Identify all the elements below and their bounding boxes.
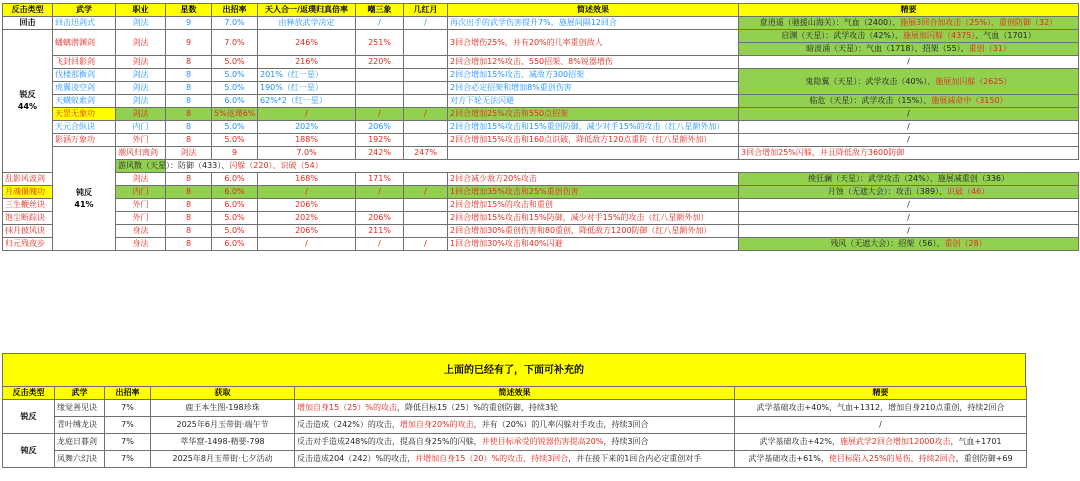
essence-cell (739, 238, 1079, 251)
table-row (3, 108, 1079, 121)
skill-name: 伐楼那衡剑 (53, 69, 116, 82)
star-cell: 8 (166, 95, 212, 108)
table-row (3, 212, 1079, 225)
skill-name: 虎翼凌空剑 (53, 82, 116, 95)
category-percent: 44% (17, 102, 38, 111)
text-segment: ，持续3回合 (603, 437, 649, 446)
sanxiang-cell: 192% (356, 134, 404, 147)
job-cell: 内门 (116, 186, 166, 199)
job-cell: 身法 (116, 238, 166, 251)
description-cell: 2回合增加15%攻击和15%防御，减少对手15%的攻击（红八星额外加） (448, 212, 739, 225)
header-cell: 简述效果 (448, 4, 739, 17)
text-segment: / (907, 226, 910, 235)
description-cell (295, 451, 735, 468)
text-segment: / (907, 109, 910, 118)
rate-cell: 7.0% (212, 17, 258, 30)
text-segment: / (907, 122, 910, 131)
job-cell: 外门 (116, 134, 166, 147)
star-cell: 9 (212, 147, 258, 160)
multiplier-cell: 168% (258, 173, 356, 186)
table-row (3, 238, 1079, 251)
skill-name: 青叶缚龙诀 (55, 417, 105, 434)
text-segment: 施展武学2回合增加12000攻击 (839, 437, 951, 446)
essence-cell (739, 30, 1079, 43)
text-segment: 启渊（天星）：武学攻击（42%）、 (781, 31, 904, 40)
rate-cell: 6.0% (212, 173, 258, 186)
star-cell: 8 (166, 56, 212, 69)
table-row (3, 434, 1027, 451)
essence-cell (739, 134, 1079, 147)
essence-cell (735, 400, 1027, 417)
essence-cell (739, 69, 1079, 95)
category-percent: 41% (74, 199, 94, 209)
skill-name: 凤舞六幻诀 (55, 451, 105, 468)
header-cell: 出招率 (105, 387, 151, 400)
essence-cell (739, 225, 1079, 238)
job-cell: 剑法 (116, 69, 166, 82)
description-cell: 3回合增伤25%，并有20%的几率重创敌人 (448, 30, 739, 56)
hongyue-cell (404, 82, 448, 95)
table-row (3, 173, 1079, 186)
table-row (3, 160, 1079, 173)
source-cell: 萃华窟-1498-精要-798 (151, 434, 295, 451)
sanxiang-cell: / (356, 108, 404, 121)
hongyue-cell (448, 147, 739, 160)
header-cell: 反击类型 (3, 4, 53, 17)
essence-cell (739, 95, 1079, 108)
table-row (3, 95, 1079, 108)
job-cell: 剑法 (116, 173, 166, 186)
skills-table (2, 3, 1079, 251)
category-cell (53, 147, 116, 251)
table-row (3, 56, 1079, 69)
text-segment: 武学基础攻击+42%， (759, 437, 840, 446)
star-cell: 8 (166, 108, 212, 121)
description-cell: 2回合增加30%重创伤害和80重创，降低敌方1200防御（红八星额外加） (448, 225, 739, 238)
description-cell: 1回合增加35%攻击和25%重创伤害 (448, 186, 739, 199)
text-segment: 意逍遥（驰援山海关）：气血（2400）、 (759, 18, 901, 27)
hongyue-cell (404, 56, 448, 69)
text-segment: 增加自身15（25）%的攻击 (297, 403, 397, 412)
sanxiang-cell: 171% (356, 173, 404, 186)
table-row (3, 451, 1027, 468)
sanxiang-cell (356, 199, 404, 212)
star-cell: 8 (166, 134, 212, 147)
table-row (3, 30, 1079, 43)
skill-name: 天蟥蚁索剑 (53, 95, 116, 108)
sanxiang-cell: 206% (356, 212, 404, 225)
table-row (3, 400, 1027, 417)
text-segment: 增加自身20%的攻击 (399, 420, 474, 429)
star-cell: 8 (166, 186, 212, 199)
header-cell: 职业 (116, 4, 166, 17)
star-cell: 8 (166, 238, 212, 251)
description-cell: 2回合增加15%攻击和160点识破，降低敌方120点重防（红八星额外加） (448, 134, 739, 147)
rate-cell: 5.0% (212, 121, 258, 134)
text-segment: ，降低目标15（25）%的重创防御，持续3轮 (396, 403, 559, 412)
multiplier-cell: / (258, 186, 356, 199)
description-cell: 2回合必定招架和增加8%重创伤害 (448, 82, 739, 95)
supplement-table-body (3, 400, 1027, 468)
star-cell: 8 (166, 121, 212, 134)
header-cell: 获取 (151, 387, 295, 400)
multiplier-cell: 202% (258, 212, 356, 225)
rate-cell: 5%返璞6% (212, 108, 258, 121)
text-segment: / (907, 135, 910, 144)
skill-name: 三生鞭丝诀 (3, 199, 53, 212)
text-segment: 反击造成（242%）的攻击， (297, 420, 400, 429)
essence-cell (116, 160, 323, 173)
skill-name: 天元合纵诀 (53, 121, 116, 134)
multiplier-cell: 202% (258, 121, 356, 134)
sanxiang-cell: 211% (356, 225, 404, 238)
star-cell: 8 (166, 82, 212, 95)
essence-cell (739, 199, 1079, 212)
multiplier-cell: 190%（红一星） (258, 82, 356, 95)
description-cell: 2回合减少敌方20%攻击 (448, 173, 739, 186)
category-label: 钝反 (76, 187, 92, 197)
hongyue-cell (404, 225, 448, 238)
text-segment: 残风（无遮大会）：招架（56）、 (830, 239, 945, 248)
text-segment: ，并有（20%）的几率闪躲对手攻击，持续3回合 (473, 420, 649, 429)
table-header-row (3, 4, 1079, 17)
hongyue-cell: / (404, 17, 448, 30)
description-cell: 2回合增加12%攻击、550招架、8%锐器增伤 (448, 56, 739, 69)
category-label: 锐反 (19, 90, 36, 99)
multiplier-cell: 246% (258, 30, 356, 56)
job-cell: 剑法 (116, 56, 166, 69)
hongyue-cell (404, 199, 448, 212)
multiplier-cell: 216% (258, 56, 356, 69)
table-row (3, 121, 1079, 134)
text-segment: ，重创防御+69 (955, 454, 1013, 463)
text-segment: 挽狂澜（天星）：武学攻击（24%）、施展减重创（336） (807, 174, 1010, 183)
text-segment: 反击造成204（242）%的攻击， (297, 454, 416, 463)
essence-cell (735, 434, 1027, 451)
rate-cell: 7% (105, 451, 151, 468)
text-segment: / (907, 200, 910, 209)
hongyue-cell (404, 95, 448, 108)
rate-cell: 5.0% (212, 82, 258, 95)
job-cell: 剑法 (116, 95, 166, 108)
sanxiang-cell: 247% (404, 147, 448, 160)
category-cell: 锐反 (3, 400, 55, 434)
rate-cell: 7.0% (258, 147, 356, 160)
text-segment: 反击对手造成248%的攻击，提高自身25%的闪躲， (297, 437, 482, 446)
star-cell: 8 (166, 173, 212, 186)
rate-cell: 5.0% (212, 56, 258, 69)
skill-name: 归元残夜步 (3, 238, 53, 251)
job-cell: 内门 (116, 121, 166, 134)
table-row (3, 417, 1027, 434)
table-row (3, 134, 1079, 147)
essence-cell (739, 56, 1079, 69)
skill-name: 潮风归离剑 (116, 147, 166, 160)
description-cell: 3回合增加25%闪躲，并且降低敌方3600防御 (739, 147, 1079, 160)
rate-cell: 5.0% (212, 225, 258, 238)
star-cell: 8 (166, 212, 212, 225)
multiplier-cell: 188% (258, 134, 356, 147)
sanxiang-cell (356, 95, 404, 108)
sanxiang-cell (356, 69, 404, 82)
multiplier-cell: 62%*2（红一星） (258, 95, 356, 108)
text-segment: 施展3回合加攻击（25%）、重创防御（32） (900, 18, 1058, 27)
essence-cell (739, 173, 1079, 186)
source-cell: 2025年6月玉带街·端午节 (151, 417, 295, 434)
table-row (3, 147, 1079, 160)
hongyue-cell: / (404, 186, 448, 199)
skill-name: 影涵万象功 (53, 134, 116, 147)
hongyue-cell (404, 121, 448, 134)
multiplier-cell: 206% (258, 225, 356, 238)
text-segment: 暗波涌（天星）：气血（1718）、招架（55）、 (806, 44, 969, 53)
description-cell: 2回合增加25%攻击和550点招架 (448, 108, 739, 121)
star-cell: 9 (166, 17, 212, 30)
essence-cell (739, 212, 1079, 225)
table-row (3, 69, 1079, 82)
text-segment: 游风散（天星）：防御（433）、 (118, 161, 230, 170)
essence-cell (739, 17, 1079, 30)
table-header-row (3, 387, 1027, 400)
description-cell: 2回合增加15%的攻击和重创 (448, 199, 739, 212)
job-cell: 剑法 (166, 147, 212, 160)
rate-cell: 5.0% (212, 134, 258, 147)
table-row (3, 186, 1079, 199)
description-cell (295, 434, 735, 451)
header-cell: 出招率 (212, 4, 258, 17)
text-segment: 重创（28） (944, 239, 987, 248)
header-cell: 天人合一/返璞归真倍率 (258, 4, 356, 17)
rate-cell: 5.0% (212, 212, 258, 225)
multiplier-cell: 201%（红一星） (258, 69, 356, 82)
text-segment: 施展减命中（3150） (931, 96, 1008, 105)
sanxiang-cell: 251% (356, 30, 404, 56)
header-cell: 几红月 (404, 4, 448, 17)
rate-cell: 7% (105, 417, 151, 434)
essence-cell (739, 108, 1079, 121)
header-cell: 星数 (166, 4, 212, 17)
rate-cell: 7% (105, 434, 151, 451)
rate-cell: 6.0% (212, 186, 258, 199)
description-cell: 2回合增加15%攻击、减敌方300招架 (448, 69, 739, 82)
text-segment: 武学基础攻击+40%，气血+1312，增加自身210点重创，持续2回合 (756, 403, 1005, 412)
sanxiang-cell: 220% (356, 56, 404, 69)
multiplier-cell: 由释放武学决定 (258, 17, 356, 30)
table-row (3, 199, 1079, 212)
essence-cell (739, 121, 1079, 134)
text-segment: 并使目标承受的锐器伤害提高20% (481, 437, 604, 446)
sanxiang-cell: / (356, 186, 404, 199)
skills-table-body (3, 17, 1079, 251)
header-cell: 精要 (735, 387, 1027, 400)
description-cell: 对方下轮无法闪避 (448, 95, 739, 108)
skill-name: 抹月披风诀 (3, 225, 53, 238)
job-cell: 外门 (116, 212, 166, 225)
skill-name: 飞封回影剑 (53, 56, 116, 69)
job-cell: 剑法 (116, 108, 166, 121)
rate-cell: 7% (105, 400, 151, 417)
text-segment: 、气血（1701） (975, 31, 1036, 40)
job-cell: 身法 (116, 225, 166, 238)
text-segment: 鬼隐翼（天星）：武学攻击（40%）、 (805, 76, 936, 86)
rate-cell: 7.0% (212, 30, 258, 56)
header-cell: 简述效果 (295, 387, 735, 400)
sanxiang-cell (356, 82, 404, 95)
rate-cell: 6.0% (212, 199, 258, 212)
text-segment: 闪躲（220）、识破（54） (229, 161, 323, 170)
job-cell: 剑法 (116, 82, 166, 95)
text-segment: 临危（天星）：武学攻击（15%）、 (809, 96, 932, 105)
text-segment: 月蚀（无遮大会）：攻击（389）、 (827, 187, 948, 196)
text-segment: 使目标陷入25%的易伤，持续2回合 (828, 454, 956, 463)
text-segment: 武学基础攻击+61%， (748, 454, 829, 463)
job-cell: 剑法 (116, 30, 166, 56)
supplement-banner: 上面的已经有了，下面可补充的 (2, 353, 1026, 386)
multiplier-cell: 242% (356, 147, 404, 160)
category-label: 回击 (19, 18, 36, 27)
sanxiang-cell: 206% (356, 121, 404, 134)
category-cell: 钝反 (3, 434, 55, 468)
header-cell: 武学 (55, 387, 105, 400)
rate-cell: 6.0% (212, 238, 258, 251)
job-cell: 外门 (116, 199, 166, 212)
header-cell: 武学 (53, 4, 116, 17)
essence-cell (735, 451, 1027, 468)
source-cell: 鹿王本生图-198珍珠 (151, 400, 295, 417)
hongyue-cell: / (404, 108, 448, 121)
text-segment: / (879, 420, 882, 429)
multiplier-cell: / (258, 238, 356, 251)
text-segment: 重创（31） (968, 44, 1011, 53)
text-segment: 识破（46） (947, 187, 990, 196)
star-cell: 9 (166, 30, 212, 56)
hongyue-cell (404, 212, 448, 225)
description-cell (295, 417, 735, 434)
text-segment: / (907, 213, 910, 222)
sanxiang-cell: / (356, 17, 404, 30)
hongyue-cell (404, 69, 448, 82)
skill-name: 天罡无象功 (53, 108, 116, 121)
multiplier-cell: / (258, 108, 356, 121)
essence-cell (739, 43, 1079, 56)
text-segment: ，气血+1701 (950, 437, 1002, 446)
supplement-table (2, 386, 1027, 468)
category-cell (3, 17, 53, 30)
multiplier-cell: 206% (258, 199, 356, 212)
table-row (3, 17, 1079, 30)
hongyue-cell (404, 173, 448, 186)
description-cell: 1回合增加30%攻击和40%闪避 (448, 238, 739, 251)
header-cell: 嘲三象 (356, 4, 404, 17)
essence-cell (739, 186, 1079, 199)
source-cell: 2025年8月玉带街·七夕活动 (151, 451, 295, 468)
text-segment: 并增加自身15（20）%的攻击，持续3回合 (415, 454, 569, 463)
hongyue-cell (404, 30, 448, 56)
skill-name: 蟠螭潜渊剑 (53, 30, 116, 56)
sanxiang-cell: / (356, 238, 404, 251)
star-cell: 8 (166, 199, 212, 212)
skill-name: 龙庭日暮剑 (55, 434, 105, 451)
text-segment: 施展加闪躲（2625） (935, 76, 1012, 86)
skill-name: 乱影风波剑 (3, 173, 53, 186)
text-segment: 施展加闪躲（4375） (903, 31, 976, 40)
essence-cell (735, 417, 1027, 434)
rate-cell: 6.0% (212, 95, 258, 108)
star-cell: 8 (166, 225, 212, 238)
table-row (3, 225, 1079, 238)
text-segment: / (907, 57, 910, 66)
header-cell: 反击类型 (3, 387, 55, 400)
header-cell: 精要 (739, 4, 1079, 17)
job-cell: 剑法 (116, 17, 166, 30)
skill-name: 饱尘断踪诀 (3, 212, 53, 225)
skill-name: 回击迅剑式 (53, 17, 116, 30)
skill-name: 缘觉善见诀 (55, 400, 105, 417)
text-segment: ，并在接下来的1回合内必定重创对手 (568, 454, 702, 463)
description-cell (295, 400, 735, 417)
star-cell: 8 (166, 69, 212, 82)
skill-name: 月魂僵魄功 (3, 186, 53, 199)
description-cell: 再次出手的武学伤害提升7%，施展间隔12回合 (448, 17, 739, 30)
description-cell: 2回合增加15%攻击和15%重创防御，减少对手15%的攻击（红八星额外加） (448, 121, 739, 134)
category-cell (3, 30, 53, 173)
hongyue-cell: / (404, 238, 448, 251)
hongyue-cell (404, 134, 448, 147)
rate-cell: 5.0% (212, 69, 258, 82)
